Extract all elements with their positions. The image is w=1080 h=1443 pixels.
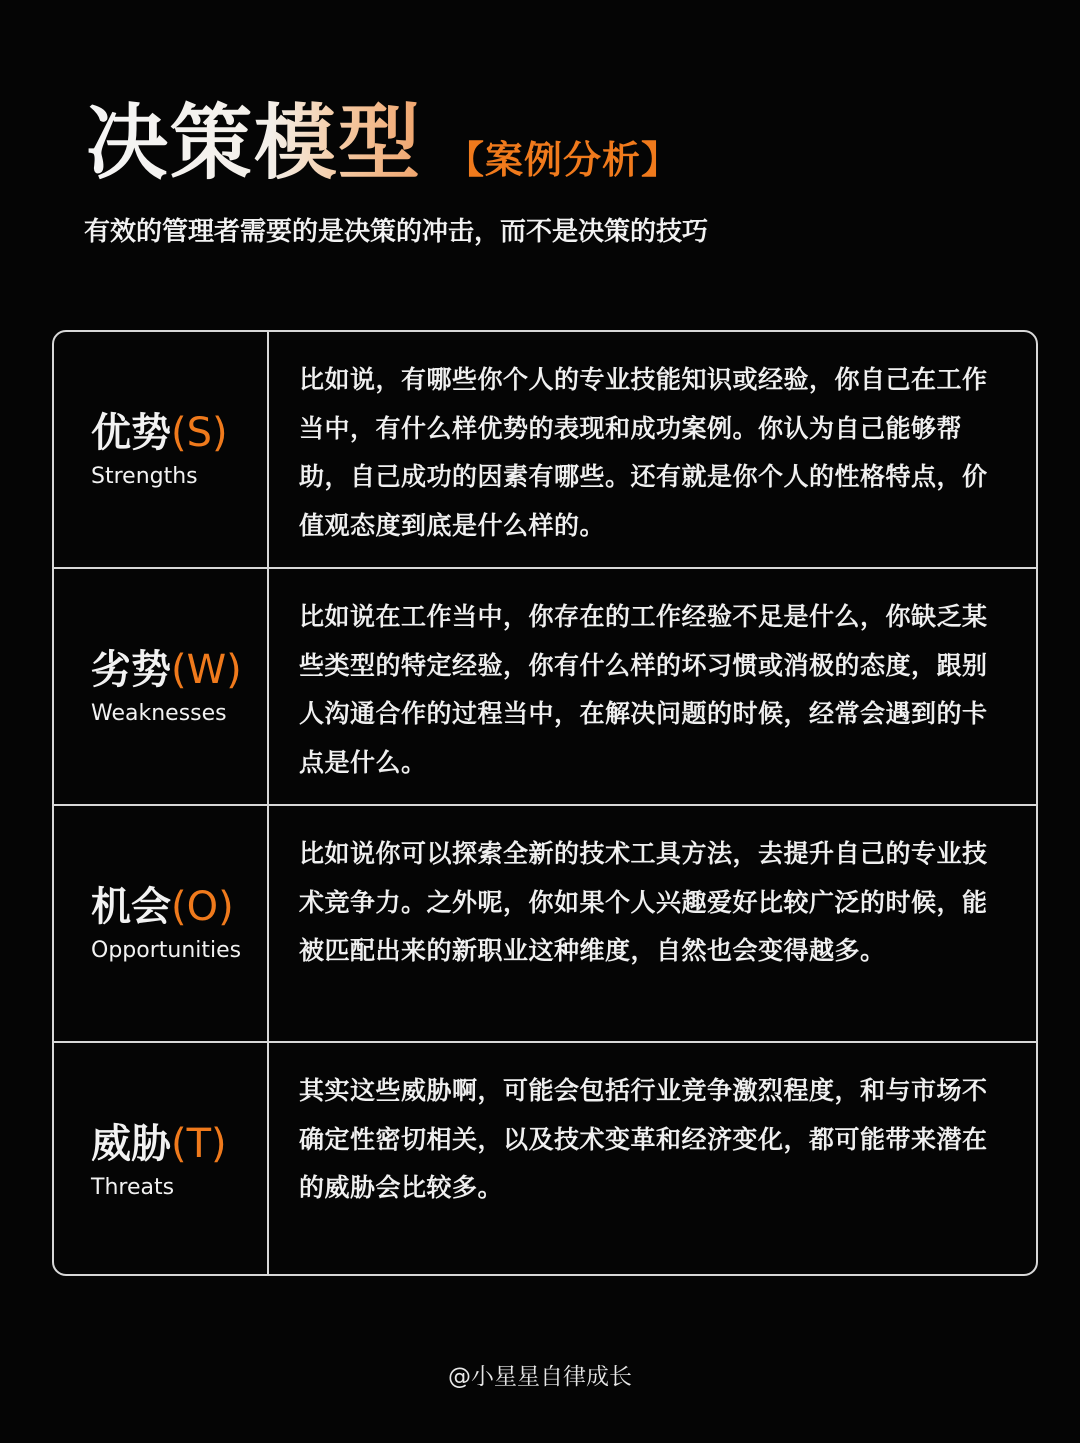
swot-row-weaknesses	[54, 569, 1036, 806]
author-credit: @小星星自律成长	[448, 1364, 632, 1390]
swot-label-en: Strengths	[91, 463, 198, 489]
swot-row-opportunities	[54, 806, 1036, 1043]
swot-label-en: Threats	[91, 1175, 175, 1200]
swot-label-code: (O)	[171, 883, 234, 930]
swot-label-cell	[54, 806, 269, 1041]
swot-row-threats	[54, 1043, 1036, 1276]
swot-label-cell	[54, 332, 269, 567]
swot-label-en: Opportunities	[91, 937, 242, 963]
page-title: 决策模型	[86, 96, 423, 191]
swot-label-code: (S)	[171, 409, 228, 456]
title-row	[86, 92, 1006, 192]
swot-row-strengths	[54, 332, 1036, 569]
swot-desc-cell	[269, 806, 1036, 1041]
swot-description: 比如说在工作当中，你存在的工作经验不足是什么，你缺乏某些类型的特定经验，你有什么样的坏习惯或消极的态度，跟别人沟通合作的过程当中，在解决问题的时候，经常会遇到的卡点是什么。	[299, 602, 988, 777]
swot-label-cn: 优势	[91, 409, 171, 456]
swot-label-cn: 机会	[91, 883, 171, 930]
swot-label-heading	[91, 1119, 267, 1169]
swot-label-heading	[91, 408, 267, 458]
swot-description: 其实这些威胁啊，可能会包括行业竞争激烈程度，和与市场不确定性密切相关，以及技术变革和经济变化，都可能带来潜在的威胁会比较多。	[299, 1076, 988, 1202]
swot-label-heading	[91, 645, 267, 695]
swot-label-cell	[54, 569, 269, 804]
swot-description: 比如说你可以探索全新的技术工具方法，去提升自己的专业技术竞争力。之外呢，你如果个人兴趣爱好比较广泛的时候，能被匹配出来的新职业这种维度，自然也会变得越多。	[299, 839, 988, 965]
swot-label-cell	[54, 1043, 269, 1276]
swot-desc-cell	[269, 569, 1036, 804]
page-subtitle: 有效的管理者需要的是决策的冲击，而不是决策的技巧	[84, 217, 709, 247]
swot-desc-cell	[269, 1043, 1036, 1276]
title-tag: 【案例分析】	[446, 138, 681, 182]
swot-label-heading	[91, 882, 267, 932]
swot-table	[52, 330, 1038, 1276]
swot-desc-cell	[269, 332, 1036, 567]
header	[86, 92, 1006, 250]
swot-label-en: Weaknesses	[91, 700, 227, 726]
swot-label-code: (W)	[171, 646, 242, 693]
swot-description: 比如说，有哪些你个人的专业技能知识或经验，你自己在工作当中，有什么样优势的表现和成功案例。你认为自己能够帮助，自己成功的因素有哪些。还有就是你个人的性格特点，价值观态度到底是什么样的。	[299, 365, 988, 540]
swot-label-cn: 威胁	[91, 1121, 171, 1167]
swot-label-cn: 劣势	[91, 646, 171, 693]
swot-label-code: (T)	[171, 1121, 227, 1167]
